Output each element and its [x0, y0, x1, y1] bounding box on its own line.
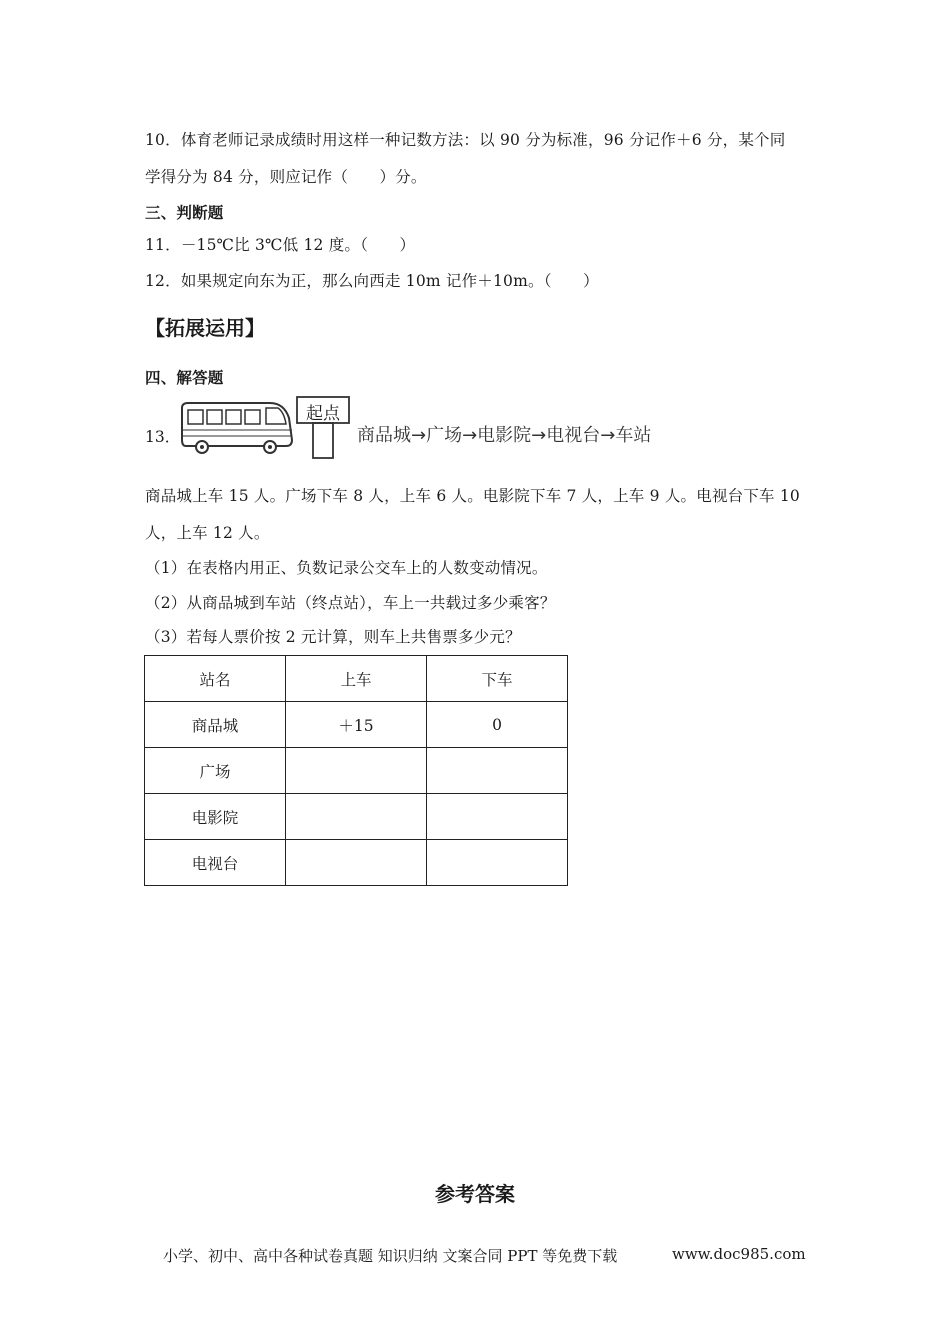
- answer-title: 参考答案: [435, 1182, 515, 1206]
- table-cell: [286, 794, 427, 840]
- question-13-desc-line-1: 商品城上车 15 人。广场下车 8 人，上车 6 人。电影院下车 7 人，上车 9 人。电视台下车 10: [145, 487, 800, 505]
- table-row: [145, 748, 568, 794]
- table-cell: [427, 840, 568, 886]
- table-cell: 电视台: [145, 840, 286, 886]
- route-text: 商品城→广场→电影院→电视台→车站: [357, 425, 652, 446]
- table-row: [145, 702, 568, 748]
- section-3-heading: 三、判断题: [145, 204, 224, 222]
- extension-title: 【拓展运用】: [145, 316, 265, 340]
- question-13-part-3: （3）若每人票价按 2 元计算，则车上共售票多少元？: [145, 628, 521, 646]
- question-13-part-2: （2）从商品城到车站（终点站），车上一共载过多少乘客？: [145, 594, 556, 612]
- table-header-row: [145, 656, 568, 702]
- table-header-cell: 上车: [286, 656, 427, 702]
- start-sign-label: 起点: [306, 404, 340, 424]
- table-row: [145, 794, 568, 840]
- passenger-table: [144, 655, 568, 886]
- question-10-line-2: 学得分为 84 分，则应记作（ ）分。: [145, 168, 427, 186]
- table-cell: [427, 794, 568, 840]
- question-13-number: 13．: [145, 428, 181, 446]
- table-cell: 0: [427, 702, 568, 748]
- bus-icon: [178, 400, 296, 456]
- table-cell: ＋15: [286, 702, 427, 748]
- question-10-line-1: 10．体育老师记录成绩时用这样一种记数方法：以 90 分为标准，96 分记作＋6 分，某个同: [145, 131, 786, 149]
- footer-url[interactable]: www.doc985.com: [672, 1245, 806, 1263]
- question-11: 11．－15℃比 3℃低 12 度。（ ）: [145, 236, 416, 254]
- question-12: 12．如果规定向东为正，那么向西走 10m 记作＋10m。（ ）: [145, 272, 599, 290]
- table-cell: 电影院: [145, 794, 286, 840]
- table-cell: [286, 748, 427, 794]
- table-cell: 商品城: [145, 702, 286, 748]
- footer-text: 小学、初中、高中各种试卷真题 知识归纳 文案合同 PPT 等免费下载: [163, 1247, 618, 1265]
- table-cell: 广场: [145, 748, 286, 794]
- table-header-cell: 下车: [427, 656, 568, 702]
- table-row: [145, 840, 568, 886]
- route-diagram: [145, 395, 705, 465]
- table-cell: [286, 840, 427, 886]
- section-4-heading: 四、解答题: [145, 369, 224, 387]
- question-13-desc-line-2: 人，上车 12 人。: [145, 524, 270, 542]
- question-13-part-1: （1）在表格内用正、负数记录公交车上的人数变动情况。: [145, 559, 548, 577]
- table-header-cell: 站名: [145, 656, 286, 702]
- table-cell: [427, 748, 568, 794]
